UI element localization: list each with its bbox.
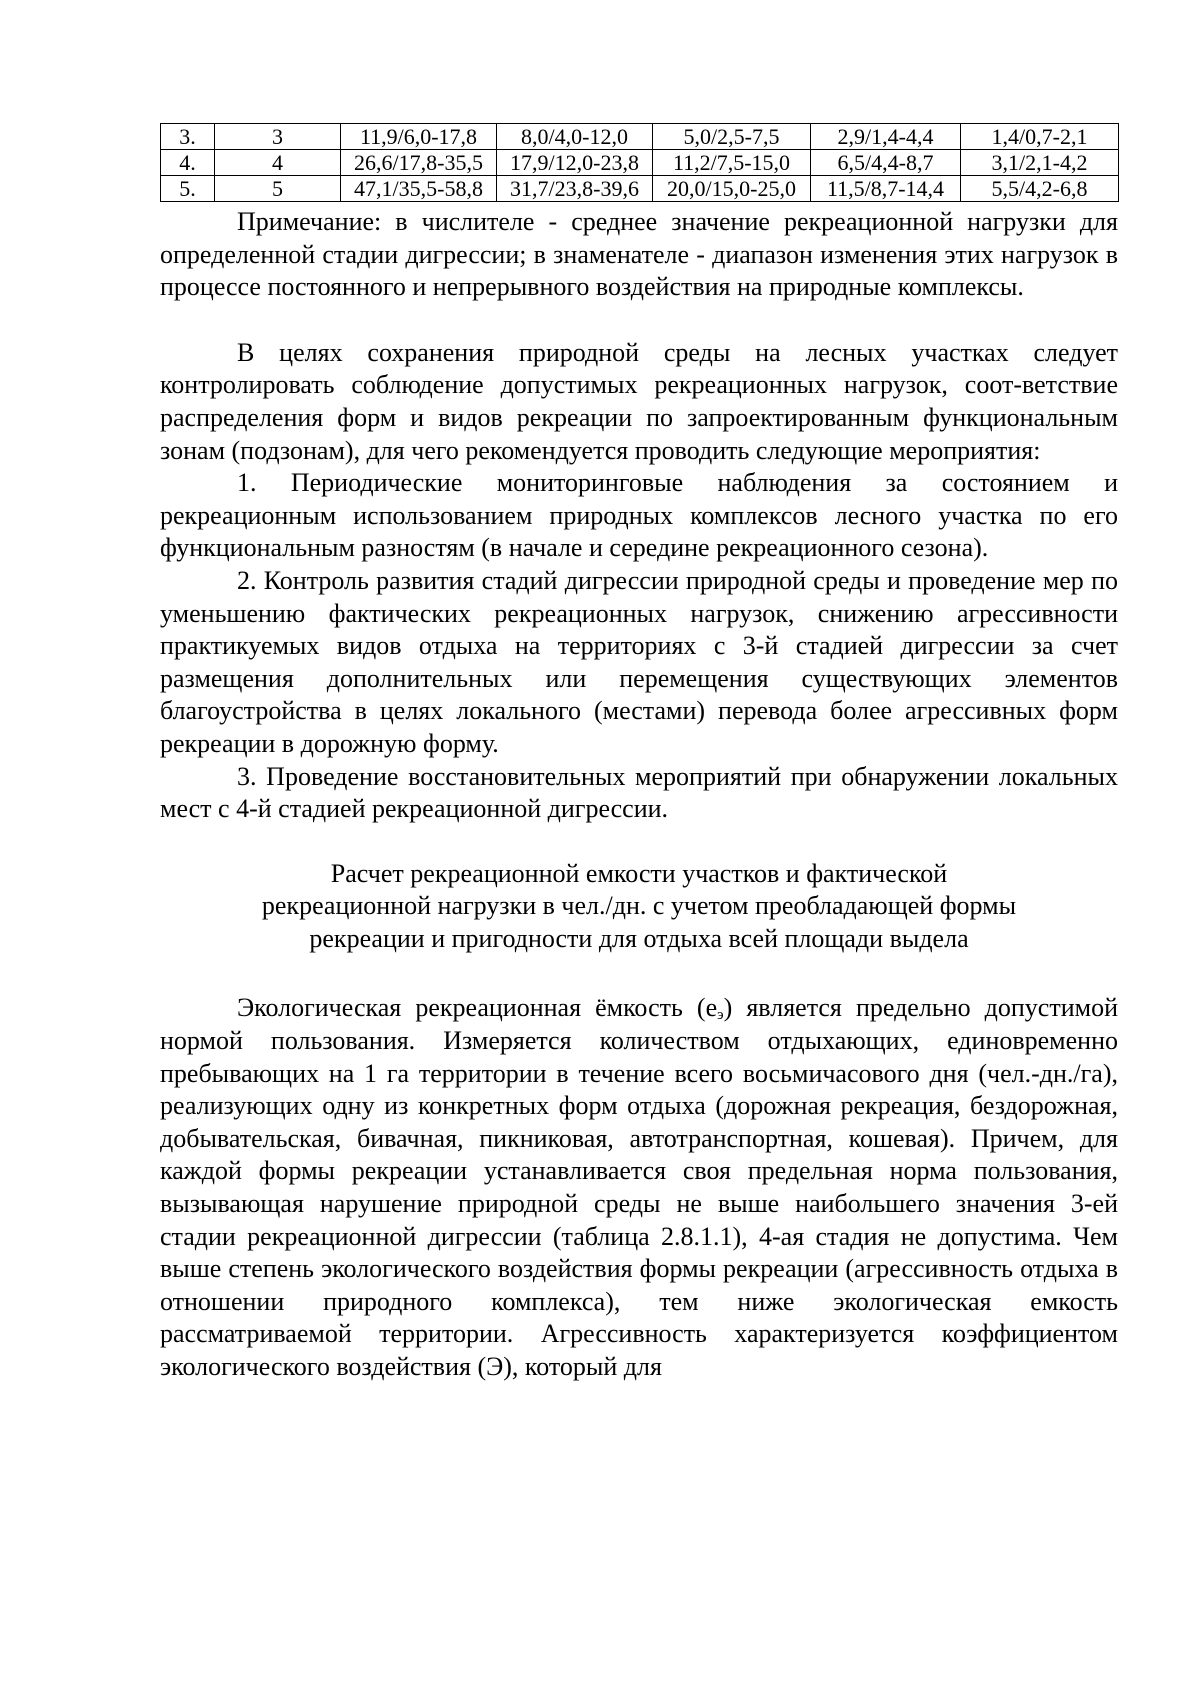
- table-note: Примечание: в числителе - среднее значение рекреационной нагрузки для определенной стадии дигрессии; в знаменателе - диапазон изменения этих нагрузок в процессе постоянного и непрерывного воздействия на природные комплексы.: [160, 207, 1118, 302]
- table-cell: 4.: [161, 150, 215, 176]
- table-cell: 20,0/15,0-25,0: [653, 176, 811, 202]
- spacer: [160, 304, 1118, 337]
- table-row: [161, 124, 1119, 150]
- table-cell: 31,7/23,8-39,6: [497, 176, 653, 202]
- table-row: [161, 150, 1119, 176]
- table-cell: 11,5/8,7-14,4: [811, 176, 961, 202]
- table-cell: 17,9/12,0-23,8: [497, 150, 653, 176]
- table-cell: 3.: [161, 124, 215, 150]
- body-subscript: э: [717, 1007, 724, 1024]
- table-cell: 1,4/0,7-2,1: [961, 124, 1119, 150]
- table-cell: 5,0/2,5-7,5: [653, 124, 811, 150]
- table-cell: 5: [215, 176, 341, 202]
- section-heading: [160, 858, 1118, 956]
- table-cell: 26,6/17,8-35,5: [341, 150, 497, 176]
- table-cell: 3: [215, 124, 341, 150]
- table-cell: 5,5/4,2-6,8: [961, 176, 1119, 202]
- body-lead: Экологическая рекреационная ёмкость (е: [237, 993, 718, 1023]
- table-cell: 8,0/4,0-12,0: [497, 124, 653, 150]
- table-cell: 6,5/4,4-8,7: [811, 150, 961, 176]
- recreation-load-table: [160, 123, 1119, 202]
- intro-paragraph: В целях сохранения природной среды на лесных участках следует контролировать соблюдение допустимых рекреационных нагрузок, соот-ветствие распределения форм и видов рекреации по запроектированным функциональным зонам (подзонам), для чего рекомендуется проводить следующие мероприятия:: [160, 337, 1118, 465]
- heading-line-1: Расчет рекреационной емкости участков и фактической: [330, 858, 948, 888]
- table-cell: 3,1/2,1-4,2: [961, 150, 1119, 176]
- body-paragraph: [160, 992, 1118, 1383]
- measure-item-1: 1. Периодические мониторинговые наблюдения за состоянием и рекреационным использованием природных комплексов лесного участка по его функциональным разностям (в начале и середине рекреационного сезона).: [160, 468, 1118, 563]
- measure-item-2: 2. Контроль развития стадий дигрессии природной среды и проведение мер по уменьшению фактических рекреационных нагрузок, снижению агрессивности практикуемых видов отдыха на территориях с 3-й стадией дигрессии за счет размещения дополнительных или перемещения существующих элементов благоустройства в целях локального (местами) перевода более агрессивных форм рекреации в дорожную форму.: [160, 565, 1118, 758]
- table-cell: 47,1/35,5-58,8: [341, 176, 497, 202]
- heading-line-2: рекреационной нагрузки в чел./дн. с учетом преобладающей формы: [261, 891, 1017, 921]
- document-page: [160, 123, 1118, 1384]
- table-cell: 4: [215, 150, 341, 176]
- spacer: [160, 826, 1118, 858]
- table-cell: 11,2/7,5-15,0: [653, 150, 811, 176]
- spacer: [160, 955, 1118, 992]
- table-cell: 5.: [161, 176, 215, 202]
- table-cell: 2,9/1,4-4,4: [811, 124, 961, 150]
- table-row: [161, 176, 1119, 202]
- table-cell: 11,9/6,0-17,8: [341, 124, 497, 150]
- body-rest: ) является предельно допустимой нормой пользования. Измеряется количеством отдыхающих, единовременно пребывающих на 1 га территории в течение всего восьмичасового дня (чел.-дн./га), реализующих одну из конкретных форм отдыха (дорожная рекреация, бездорожная, добывательская, бивачная, пикниковая, автотранспортная, кошевая). Причем, для каждой формы рекреации устанавливается своя предельная норма пользования, вызывающая нарушение природной среды не выше наибольшего значения 3-ей стадии рекреационной дигрессии (таблица 2.8.1.1), 4-ая стадия не допустима. Чем выше степень экологического воздействия формы рекреации (агрессивность отдыха в отношении природного комплекса), тем ниже экологическая емкость рассматриваемой территории. Агрессивность характеризуется коэффициентом экологического воздействия (Э), который для: [160, 993, 1118, 1381]
- measure-item-3: 3. Проведение восстановительных мероприятий при обнаружении локальных мест с 4-й стадией рекреационной дигрессии.: [160, 761, 1118, 824]
- heading-line-3: рекреации и пригодности для отдыха всей площади выдела: [309, 923, 969, 953]
